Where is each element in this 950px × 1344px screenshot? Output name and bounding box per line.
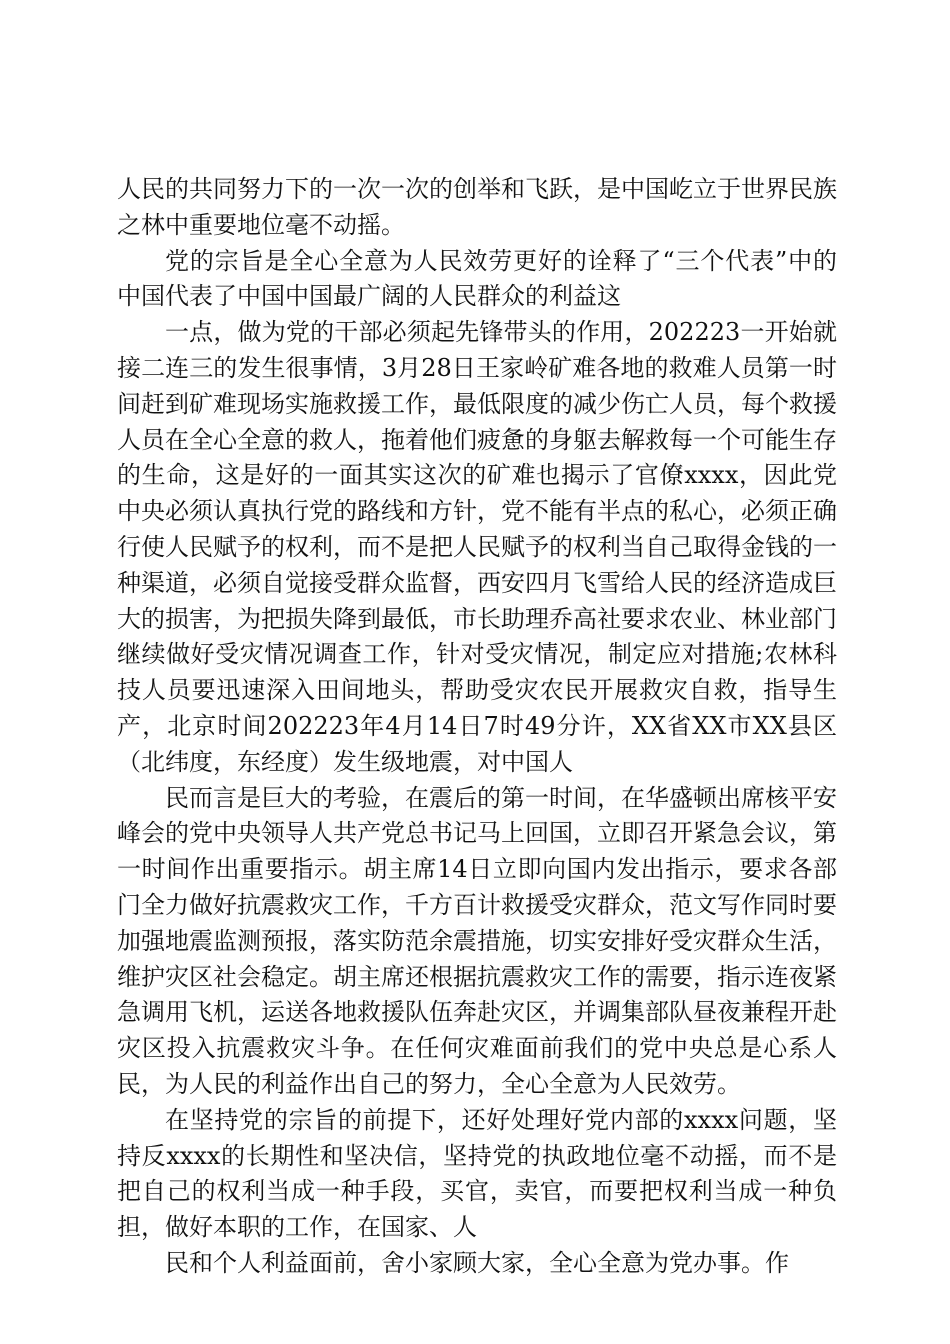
paragraph-4: 民而言是巨大的考验，在震后的第一时间，在华盛顿出席核平安峰会的党中央领导人共产党总书记马上回国，立即召开紧急会议，第一时间作出重要指示。胡主席14日立即向国内发出指示，要求各部门全力做好抗震救灾工作，千方百计救援受灾群众，范文写作同时要加强地震监测预报，落实防范余震措施，切实安排好受灾群众生活，维护灾区社会稳定。胡主席还根据抗震救灾工作的需要，指示连夜紧急调用飞机，运送各地救援队伍奔赴灾区，并调集部队昼夜兼程开赴灾区投入抗震救灾斗争。在任何灾难面前我们的党中央总是心系人民，为人民的利益作出自己的努力，全心全意为人民效劳。 bbox=[117, 783, 837, 1098]
paragraph-1: 人民的共同努力下的一次一次的创举和飞跃，是中国屹立于世界民族之林中重要地位毫不动摇。 bbox=[117, 175, 837, 239]
document-body bbox=[117, 172, 837, 1282]
paragraph-2: 党的宗旨是全心全意为人民效劳更好的诠释了“三个代表”中的中国代表了中国中国最广阔的人民群众的利益这 bbox=[117, 246, 837, 311]
paragraph-5: 在坚持党的宗旨的前提下，还好处理好党内部的xxxx问题，坚持反xxxx的长期性和坚决信，坚持党的执政地位毫不动摇，而不是把自己的权利当成一种手段，买官，卖官，而要把权利当成一种负担，做好本职的工作，在国家、人 bbox=[117, 1105, 837, 1242]
paragraph-3: 一点，做为党的干部必须起先锋带头的作用，202223一开始就接二连三的发生很事情，3月28日王家岭矿难各地的救难人员第一时间赶到矿难现场实施救援工作，最低限度的减少伤亡人员，每个救援人员在全心全意的救人，拖着他们疲惫的身躯去解救每一个可能生存的生命，这是好的一面其实这次的矿难也揭示了官僚xxxx，因此党中央必须认真执行党的路线和方针，党不能有半点的私心，必须正确行使人民赋予的权利，而不是把人民赋予的权利当自己取得金钱的一种渠道，必须自觉接受群众监督，西安四月飞雪给人民的经济造成巨大的损害，为把损失降到最低，市长助理乔高社要求农业、林业部门继续做好受灾情况调查工作，针对受灾情况，制定应对措施;农林科技人员要迅速深入田间地头，帮助受灾农民开展救灾自救，指导生产，北京时间202223年4月14日7时49分许，XX省XX市XX县区（北纬度，东经度）发生级地震，对中国人 bbox=[117, 318, 837, 776]
paragraph-6: 民和个人利益面前，舍小家顾大家，全心全意为党办事。作 bbox=[165, 1248, 789, 1277]
